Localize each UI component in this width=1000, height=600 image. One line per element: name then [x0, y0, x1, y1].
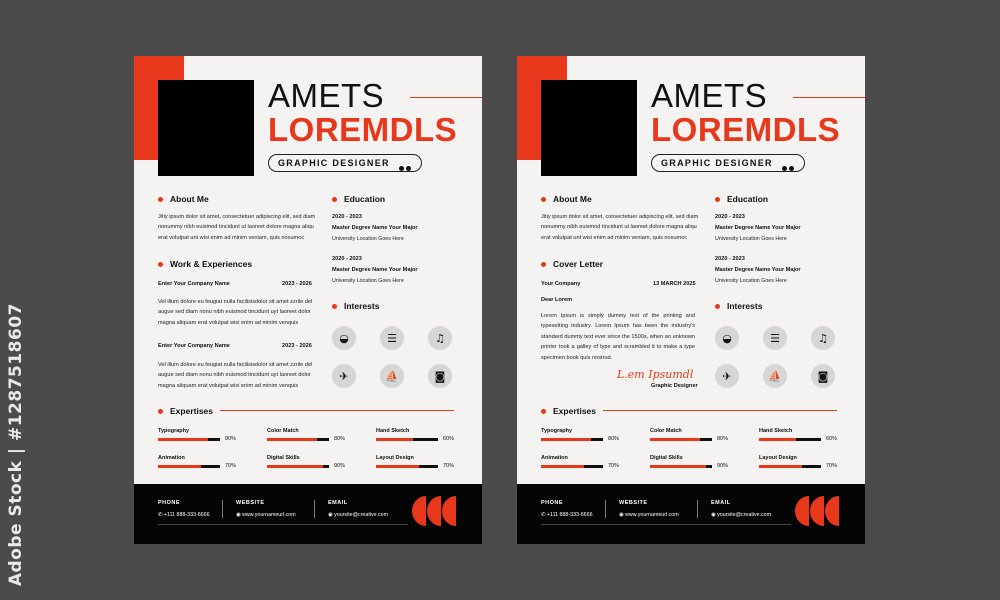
skill-label: Typography: [158, 428, 190, 434]
job-company: Enter Your Company Name: [158, 343, 230, 349]
skill-percent: 70%: [826, 463, 838, 469]
job-years: 2023 - 2026: [282, 281, 312, 287]
skill-percent: 70%: [443, 463, 455, 469]
expertises-title: Expertises: [170, 406, 213, 416]
contact-footer: [517, 484, 865, 544]
skill-percent: 80%: [717, 436, 729, 442]
skill-bar: [158, 465, 220, 468]
skill-label: Layout Design: [376, 455, 414, 461]
skill-bar-fill: [759, 438, 796, 441]
work-title: Work & Experiences: [170, 259, 253, 269]
phone-label: PHONE: [158, 500, 181, 506]
skill-bar-fill: [158, 438, 208, 441]
skill-percent: 60%: [443, 436, 455, 442]
skill-label: Digital Skills: [267, 455, 300, 461]
cover-text: Lorem Ipsum is simply dummy text of the printing and typesetting industry. Lorem Ipsum has been the industry's standard dummy text ever since the 1500s, when an unknown printer took a galley of type and scrambled it to make a type specimen book quis nostrud.: [541, 313, 695, 361]
skill-bar: [267, 465, 329, 468]
skill-bar: [158, 438, 220, 441]
about-title: About Me: [553, 194, 592, 204]
half-circles-logo-icon: [795, 496, 839, 526]
header-rule: [793, 97, 865, 98]
skill-bar: [759, 438, 821, 441]
sailboat-icon: ⛵: [763, 364, 787, 388]
edu-degree: Master Degree Name Your Major: [332, 267, 418, 273]
skill-bar: [376, 438, 438, 441]
website-label: WEBSITE: [619, 500, 648, 506]
edu-years: 2020 - 2023: [332, 256, 362, 262]
mail-icon: ◉: [711, 512, 718, 518]
job-company: Enter Your Company Name: [158, 281, 230, 287]
skill-bar-fill: [759, 465, 802, 468]
edu-years: 2020 - 2023: [332, 214, 362, 220]
basketball-icon: ◒: [332, 326, 356, 350]
last-name: LOREMDLS: [651, 111, 841, 148]
edu-degree: Master Degree Name Your Major: [715, 225, 801, 231]
edu-school: University Location Goes Here: [715, 278, 787, 284]
divider: [222, 500, 223, 518]
cover-letter-title: Cover Letter: [553, 259, 604, 269]
expertises-title: Expertises: [553, 406, 596, 416]
website-label: WEBSITE: [236, 500, 265, 506]
skill-label: Animation: [541, 455, 568, 461]
skill-label: Typography: [541, 428, 573, 434]
edu-years: 2020 - 2023: [715, 256, 745, 262]
skill-bar-fill: [541, 465, 584, 468]
skill-bar-fill: [541, 438, 591, 441]
edu-degree: Master Degree Name Your Major: [715, 267, 801, 273]
cover-date: 13 MARCH 2025: [653, 281, 696, 287]
dots-icon: [780, 160, 794, 176]
skill-label: Animation: [158, 455, 185, 461]
email-label: EMAIL: [711, 500, 731, 506]
photo-placeholder: [158, 80, 254, 176]
job-description: Vel illum dolore eu feugiat nulla facilisisdolor sit amet zzrile del augue sed diam nonu nibh euismod tincidunt uyt laoreet dolor magna aliquam erat volutpat wisi enim ad minim venquis: [158, 299, 313, 326]
skill-percent: 80%: [608, 436, 620, 442]
airplane-icon: ✈: [715, 364, 739, 388]
role-badge: GRAPHIC DESIGNER: [651, 154, 805, 172]
skill-bar: [541, 438, 603, 441]
edu-school: University Location Goes Here: [715, 236, 787, 242]
divider: [605, 500, 606, 518]
skill-bar: [376, 465, 438, 468]
basketball-icon: ◒: [715, 326, 739, 350]
skill-bar-fill: [376, 465, 419, 468]
skill-bar: [650, 438, 712, 441]
skill-label: Digital Skills: [650, 455, 683, 461]
edu-years: 2020 - 2023: [715, 214, 745, 220]
music-icon: ♫: [428, 326, 452, 350]
photo-placeholder: [541, 80, 637, 176]
sailboat-icon: ⛵: [380, 364, 404, 388]
education-title: Education: [727, 194, 769, 204]
about-text: Jitiy ipsum dolor sit amet, consectetuer adipiscing elit, sed diam nonummy nibh euismod tincidunt ut laoreet dolore magna aliqu erat volutpat unt wisi enim ad minim veniam, quis nosumoc: [158, 214, 316, 241]
airplane-icon: ✈: [332, 364, 356, 388]
skill-bar: [267, 438, 329, 441]
camera-icon: ◙: [811, 364, 835, 388]
phone-icon: ✆: [158, 512, 164, 518]
cover-letter-page: [517, 56, 865, 544]
skill-bar-fill: [650, 438, 700, 441]
phone-value: ✆ +111 888-333-6666: [541, 512, 593, 518]
interests-title: Interests: [344, 301, 380, 311]
book-icon: ☰: [763, 326, 787, 350]
skill-bar: [759, 465, 821, 468]
edu-school: University Location Goes Here: [332, 236, 404, 242]
phone-icon: ✆: [541, 512, 547, 518]
skill-bar-fill: [158, 465, 201, 468]
signature: L.em Ipsumdl: [617, 368, 694, 381]
edu-school: University Location Goes Here: [332, 278, 404, 284]
skill-label: Hand Sketch: [759, 428, 793, 434]
skill-percent: 60%: [826, 436, 838, 442]
footer-rule: [158, 524, 408, 525]
edu-degree: Master Degree Name Your Major: [332, 225, 418, 231]
first-name: AMETS: [651, 77, 768, 114]
footer-rule: [541, 524, 791, 525]
mail-icon: ◉: [328, 512, 335, 518]
sign-role: Graphic Designer: [651, 383, 698, 389]
skill-percent: 90%: [334, 463, 346, 469]
email-value: ◉ yoursite@creative.com: [711, 512, 772, 518]
book-icon: ☰: [380, 326, 404, 350]
education-title: Education: [344, 194, 386, 204]
phone-value: ✆ +111 888-333-6666: [158, 512, 210, 518]
skill-percent: 90%: [717, 463, 729, 469]
skill-label: Hand Sketch: [376, 428, 410, 434]
about-text: Jitiy ipsum dolor sit amet, consectetuer adipiscing elit, sed diam nonummy nibh euismod tincidunt ut laoreet dolore magna aliqu erat volutpat unt wisi enim ad minim veniam, quis nosumoc: [541, 214, 699, 241]
resume-page: [134, 56, 482, 544]
dots-icon: [397, 160, 411, 176]
half-circles-logo-icon: [412, 496, 456, 526]
skill-label: Color Match: [650, 428, 682, 434]
music-icon: ♫: [811, 326, 835, 350]
skill-bar: [541, 465, 603, 468]
divider: [697, 500, 698, 518]
cover-company: Your Company: [541, 281, 581, 287]
divider: [314, 500, 315, 518]
globe-icon: ◉: [619, 512, 626, 518]
about-title: About Me: [170, 194, 209, 204]
skill-label: Layout Design: [759, 455, 797, 461]
contact-footer: [134, 484, 482, 544]
skill-bar-fill: [376, 438, 413, 441]
camera-icon: ◙: [428, 364, 452, 388]
interests-title: Interests: [727, 301, 763, 311]
skill-percent: 80%: [225, 436, 237, 442]
skill-percent: 80%: [334, 436, 346, 442]
skill-percent: 70%: [608, 463, 620, 469]
job-years: 2023 - 2026: [282, 343, 312, 349]
website-value: ◉ www.yournameurl.com: [236, 512, 296, 518]
website-value: ◉ www.yournameurl.com: [619, 512, 679, 518]
job-description: Vel illum dolore eu feugiat nulla facilisisdolor sit amet zzrile del augue sed diam nonu nibh euismod tincidunt uyt laoreet dolor magna aliquam erat volutpat wisi enim ad minim venquis: [158, 362, 313, 389]
skill-bar-fill: [267, 465, 323, 468]
expertises-rule: [603, 410, 837, 411]
role-badge: GRAPHIC DESIGNER: [268, 154, 422, 172]
email-value: ◉ yoursite@creative.com: [328, 512, 389, 518]
globe-icon: ◉: [236, 512, 243, 518]
stock-id-watermark: Adobe Stock | #1287518607: [6, 302, 26, 586]
skill-bar: [650, 465, 712, 468]
skill-bar-fill: [267, 438, 317, 441]
cover-greeting: Dear Lorem: [541, 297, 573, 303]
first-name: AMETS: [268, 77, 385, 114]
skill-percent: 70%: [225, 463, 237, 469]
header-rule: [410, 97, 482, 98]
last-name: LOREMDLS: [268, 111, 458, 148]
skill-label: Color Match: [267, 428, 299, 434]
phone-label: PHONE: [541, 500, 564, 506]
skill-bar-fill: [650, 465, 706, 468]
expertises-rule: [220, 410, 454, 411]
email-label: EMAIL: [328, 500, 348, 506]
